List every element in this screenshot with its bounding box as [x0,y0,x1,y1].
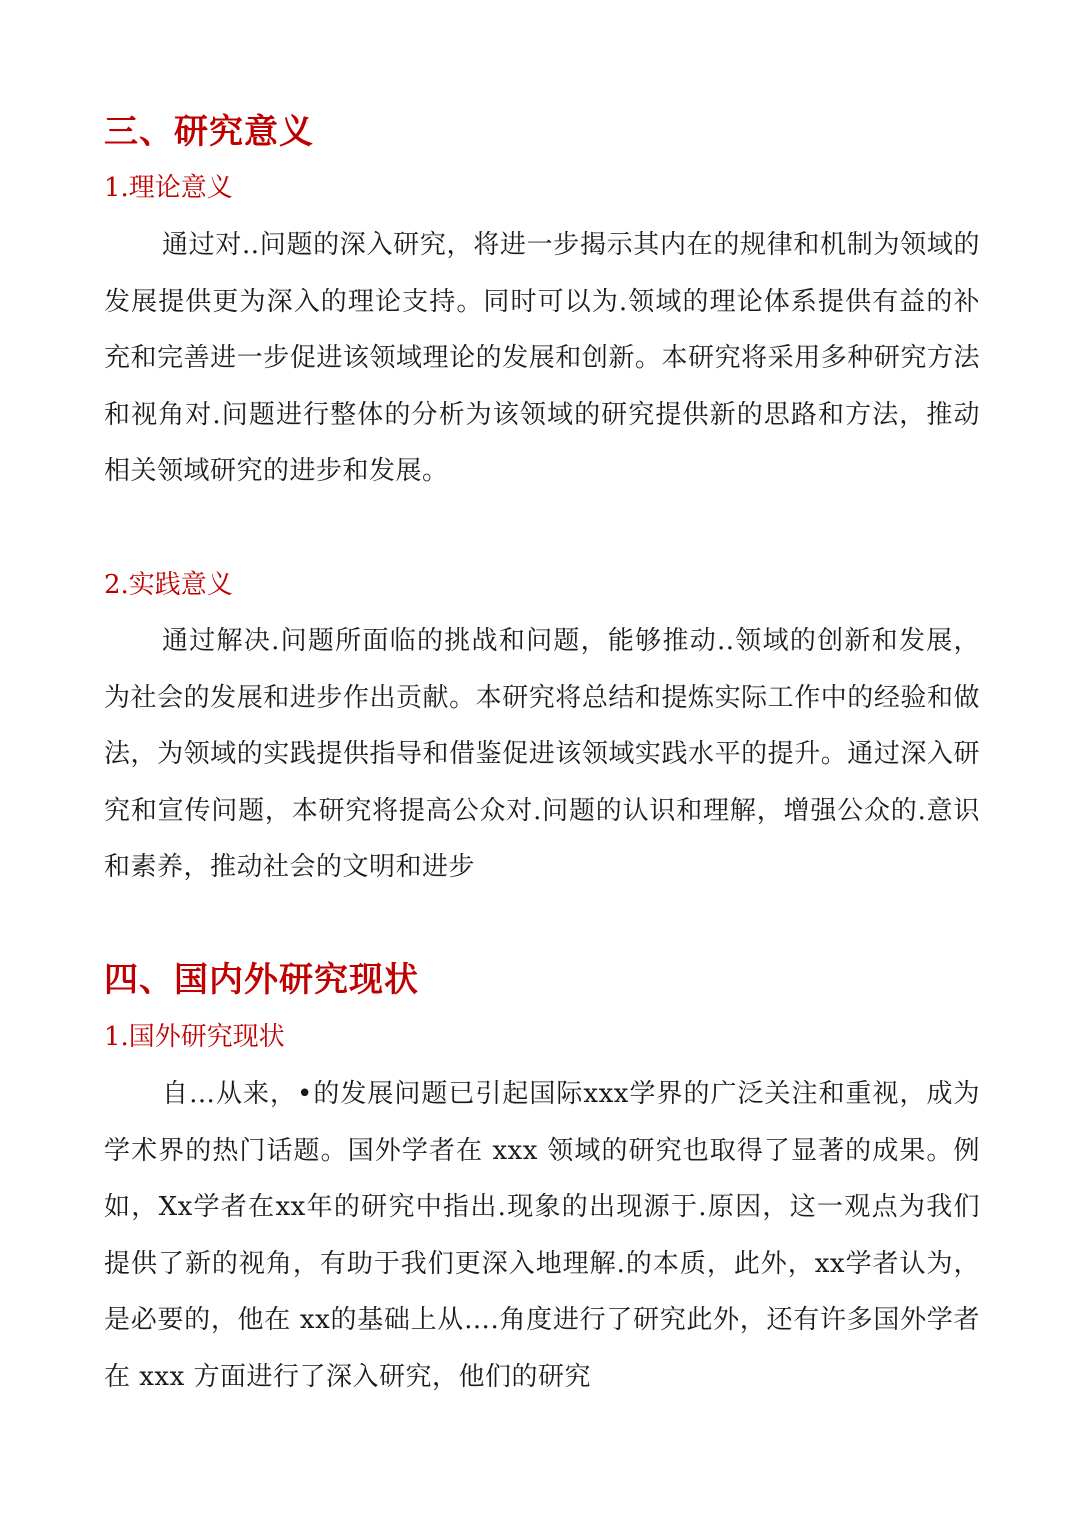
section-title-research-status: 四、国内外研究现状 [104,960,419,1000]
paragraph-practical-significance: 通过解决.问题所面临的挑战和问题，能够推动..领域的创新和发展，为社会的发展和进步作出贡献。本研究将总结和提炼实际工作中的经验和做法，为领域的实践提供指导和借鉴促进该领域实践水平的提升。通过深入研究和宣传问题，本研究将提高公众对.问题的认识和理解，增强公众的.意识和素养，推动社会的文明和进步 [104,626,980,882]
subsection-heading-practical-significance: 2.实践意义 [104,570,233,600]
paragraph-theoretical-significance: 通过对..问题的深入研究，将进一步揭示其内在的规律和机制为领域的发展提供更为深入的理论支持。同时可以为.领域的理论体系提供有益的补充和完善进一步促进该领域理论的发展和创新。本研究将采用多种研究方法和视角对.问题进行整体的分析为该领域的研究提供新的思路和方法，推动相关领域研究的进步和发展。 [104,230,980,486]
section-title-research-significance: 三、研究意义 [104,112,314,152]
paragraph-foreign-research: 自…从来，•的发展问题已引起国际xxx学界的广泛关注和重视，成为学术界的热门话题。国外学者在 xxx 领域的研究也取得了显著的成果。例如，Xx学者在xx年的研究中指出.现象的出现源于.原因，这一观点为我们提供了新的视角，有助于我们更深入地理解.的本质，此外，xx学者认为，是必要的，他在 xx的基础上从….角度进行了研究此外，还有许多国外学者在 xxx 方面进行了深入研究，他们的研究 [104,1079,980,1392]
subsection-heading-theoretical-significance: 1.理论意义 [104,173,233,203]
subsection-heading-foreign-research: 1.国外研究现状 [104,1022,285,1052]
